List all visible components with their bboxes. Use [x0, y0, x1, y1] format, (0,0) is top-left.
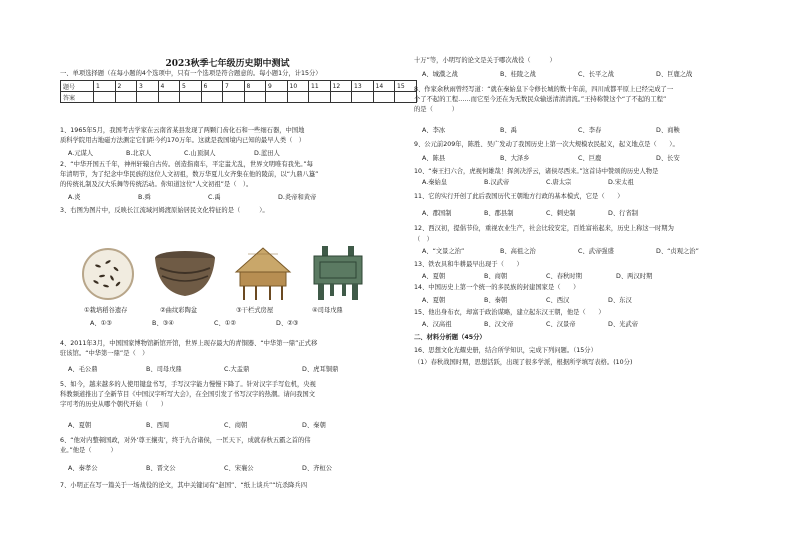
answer-cell[interactable] [395, 92, 417, 103]
page-title: 2023秋季七年级历史期中测试 [165, 59, 290, 69]
question-text: 14、中国历史上第一个统一的多民族的封建国家是（ ） [414, 284, 580, 291]
question-text: 16、思想文化光耀史册，结合所学知识，完成下列问题。（15分） [414, 347, 597, 354]
image-caption: ④司母戊鼎 [312, 307, 343, 314]
answer-number: 3 [137, 81, 159, 92]
answer-number: 11 [309, 81, 331, 92]
option[interactable]: A.炎 [68, 194, 81, 201]
option[interactable]: D、“贞观之治” [656, 248, 699, 255]
question-text: 10、“秦王扫六合，虎视何雄哉！挥剑决浮云，诸侯尽西来。”这首诗中赞颂的历史人物是 [414, 168, 659, 175]
answer-number: 2 [115, 81, 137, 92]
option[interactable]: C.唐太宗 [546, 179, 572, 186]
question-text: 13、铁农具和牛耕最早出现于（ ） [414, 261, 523, 268]
question-text: 年清明节，为了纪念中华民族的这位人文初祖，数万华夏儿女齐集在他的陵前，以“九鼎八簋” [60, 171, 319, 178]
option[interactable]: D、长安 [656, 155, 680, 162]
question-text: 的传统礼制及汉大乐舞等传统活动。你知道这位“人文初祖”是（ ）。 [60, 181, 253, 188]
option[interactable]: A、毛公鼎 [68, 366, 98, 373]
question-text: 2、“中华开国五千年，神州轩辕自古传。创造指南车，平定蚩尤乱，世界文明唯有我先。”每 [60, 161, 313, 168]
option[interactable]: C.禹 [208, 194, 221, 201]
option[interactable]: B、高祖之治 [500, 248, 536, 255]
option[interactable]: A、郡国制 [422, 210, 452, 217]
answer-number: 14 [373, 81, 395, 92]
bronze-ding-image [306, 244, 370, 302]
question-options [422, 155, 680, 163]
option[interactable]: D、光武帝 [608, 321, 639, 328]
question-text: 的是（ ） [414, 106, 459, 113]
option[interactable]: A、夏朝 [422, 297, 446, 304]
question-text: 3、右图为图片中，反映长江流域河姆渡原始居民文化特征的是（ ）。 [60, 207, 269, 214]
answer-table [60, 80, 417, 103]
answer-cell[interactable] [352, 92, 374, 103]
option[interactable]: B.北京人 [126, 150, 152, 157]
answer-cell[interactable] [115, 92, 137, 103]
option[interactable]: D.蓝田人 [254, 150, 280, 157]
question-text: 科教频道推出了全新节目《中国汉字听写大会》，在全国引发了书写汉字的热潮。请问我国文 [60, 391, 316, 398]
answer-table-header: 题号 [61, 81, 94, 92]
image-caption: ③干栏式房屋 [236, 307, 274, 314]
question-text: 12、西汉初，提倡节俭，重视农业生产，社会比较安定，百姓富裕起来，历史上称这一时期为 [414, 225, 674, 232]
answer-cell[interactable] [201, 92, 223, 103]
answer-cell[interactable] [223, 92, 245, 103]
option[interactable]: B、郡县制 [484, 210, 514, 217]
question-text: 业。”他是（ ） [60, 447, 117, 454]
option[interactable]: D、巨鹿之战 [656, 71, 693, 78]
option[interactable]: D.炎帝和黄帝 [278, 194, 317, 201]
option[interactable]: B、西周 [146, 422, 170, 429]
answer-number: 5 [180, 81, 202, 92]
answer-cell[interactable] [309, 92, 331, 103]
option[interactable]: C、李春 [578, 127, 602, 134]
option[interactable]: B、禹 [500, 127, 517, 134]
option[interactable]: A、①③ [90, 320, 112, 327]
question-options [422, 179, 634, 187]
question-options [68, 465, 332, 473]
option[interactable]: B、晋文公 [146, 465, 176, 472]
answer-cell[interactable] [287, 92, 309, 103]
option[interactable]: C.大盂鼎 [224, 366, 250, 373]
option[interactable]: C、宋襄公 [224, 465, 254, 472]
answer-number: 8 [244, 81, 266, 92]
question-options [422, 127, 680, 135]
answer-number: 9 [266, 81, 288, 92]
answer-cell[interactable] [137, 92, 159, 103]
question-options [68, 422, 326, 430]
option[interactable]: A.元谋人 [68, 150, 94, 157]
question-options [68, 150, 280, 158]
question-text: （1）春秋战国时期，思想活跃，出现了很多学派，根据所学填写表格。(10分) [414, 359, 633, 366]
option[interactable]: D、齐桓公 [302, 465, 333, 472]
answer-cell[interactable] [373, 92, 395, 103]
answer-table-number-row [61, 81, 417, 92]
answer-number: 4 [158, 81, 180, 92]
option[interactable]: A、李冰 [422, 127, 446, 134]
question-text: （ ） [414, 236, 433, 243]
answer-number: 10 [287, 81, 309, 92]
answer-number: 1 [94, 81, 116, 92]
option[interactable]: D、②③ [276, 320, 299, 327]
stilt-house-image [228, 244, 298, 302]
question-options [422, 210, 638, 218]
option[interactable]: C、刺史制 [546, 210, 576, 217]
question-text: 8、作家余秋雨曾经写道：“就在秦始皇下令修长城的数十年前，四川成都平原上已经完成了一 [414, 86, 674, 93]
option[interactable]: C、武帝强盛 [578, 248, 614, 255]
question-text: 7、小明正在写一篇关于一场战役的论文，其中关键词有“赵国”、“纸上谈兵”“坑杀降兵四 [60, 482, 308, 489]
option[interactable]: B、③④ [152, 320, 174, 327]
artifact-images [78, 244, 378, 304]
option[interactable]: D、行省制 [608, 210, 639, 217]
option[interactable]: D、商鞅 [656, 127, 680, 134]
option[interactable]: B、大泽乡 [500, 155, 530, 162]
answer-number: 13 [352, 81, 374, 92]
question-text: 字可考的历史从哪个朝代开始（ ） [60, 401, 168, 408]
image-caption: ①栽培稻谷遗存 [84, 307, 128, 314]
question-text: 11、它的实行开创了此后我国历代王朝地方行政的基本模式，它是（ ） [414, 193, 624, 200]
question-options [422, 71, 692, 79]
question-text: 6、“他对内整顿国政，对外‘尊王攘夷’，终于九合诸侯，一匡天下，成就春秋五霸之首的伟 [60, 437, 311, 444]
section-heading: 一、单项选择题（在每小题的4个选项中，只有一个选项是符合题意的。每小题1分，计15分） [60, 70, 322, 77]
option[interactable]: A、城濮之战 [422, 71, 458, 78]
question-options [68, 366, 338, 374]
question-text: 5、如今，越来越多的人使用键盘书写，手写汉字能力慢慢下降了。针对汉字手写危机，央视 [60, 381, 316, 388]
question-text: 十万”等，小明写的论文是关于哪次战役（ ） [414, 57, 556, 64]
option[interactable]: A、夏朝 [422, 273, 446, 280]
option[interactable]: D、东汉 [608, 297, 632, 304]
image-captions [84, 305, 343, 314]
section-heading: 二、材料分析题（45分） [414, 334, 486, 341]
option[interactable]: A、陈县 [422, 155, 446, 162]
answer-cell[interactable] [94, 92, 116, 103]
rice-grains-image [78, 244, 138, 302]
option[interactable]: A、夏朝 [68, 422, 92, 429]
answer-cell[interactable] [158, 92, 180, 103]
question-text: 9、公元前209年，陈胜、吴广发动了我国历史上第一次大规模农民起义，起义地点是（ ）。 [414, 141, 679, 148]
question-text: 驻该馆。“中华第一鼎”是（ ） [60, 350, 149, 357]
answer-cell[interactable] [244, 92, 266, 103]
answer-cell[interactable] [180, 92, 202, 103]
option[interactable]: A.秦始皇 [422, 179, 448, 186]
option[interactable]: A、“文景之治” [422, 248, 465, 255]
question-text: 质科学院用古地磁方法测定它们距今约170万年。这就是我国境内已知的最早人类（ ） [60, 137, 306, 144]
question-options [68, 194, 316, 202]
option[interactable]: C、春秋时期 [546, 273, 582, 280]
option[interactable]: C、巨鹿 [578, 155, 602, 162]
answer-number: 15 [395, 81, 417, 92]
option[interactable]: C、西汉 [546, 297, 570, 304]
question-options [422, 273, 652, 281]
option[interactable]: B、司母戊鼎 [146, 366, 182, 373]
question-options [422, 321, 638, 329]
option[interactable]: C、商朝 [224, 422, 248, 429]
option[interactable]: B.汉武帝 [484, 179, 510, 186]
option[interactable]: B、汉文帝 [484, 321, 514, 328]
option[interactable]: A、秦孝公 [68, 465, 98, 472]
option[interactable]: D.宋太祖 [608, 179, 634, 186]
question-text: 个了不起的工程……而它至今还在为无数民众输送清清清流。”王持称赞这个“了不起的工程” [414, 96, 667, 103]
option[interactable]: B.舜 [138, 194, 151, 201]
question-options [422, 248, 699, 256]
option[interactable]: B、商朝 [484, 273, 508, 280]
answer-number: 12 [330, 81, 352, 92]
answer-cell[interactable] [330, 92, 352, 103]
question-text: 15、他出身布衣，却富于政治谋略，建立起东汉王朝，他是（ ） [414, 309, 605, 316]
answer-table-answer-row [61, 92, 417, 103]
answer-number: 6 [201, 81, 223, 92]
question-options [422, 297, 632, 305]
question-text: 1、1965年5月，我国考古学家在云南省某县发现了两颗门齿化石和一些细石器，中国地 [60, 127, 305, 134]
question-text: 4、2011年3月，中国国家博物馆新馆开馆，世界上现存最大的青铜器、“中华第一鼎”正式移 [60, 340, 318, 347]
option[interactable]: A、汉高祖 [422, 321, 452, 328]
option[interactable]: D、秦朝 [302, 422, 326, 429]
option[interactable]: C、①② [214, 320, 236, 327]
image-caption: ②曲纹彩陶盆 [160, 307, 198, 314]
answer-number: 7 [223, 81, 245, 92]
option[interactable]: C、长平之战 [578, 71, 614, 78]
option[interactable]: B、桂陵之战 [500, 71, 536, 78]
question-options [90, 320, 298, 328]
answer-table-header: 答案 [61, 92, 94, 103]
option[interactable]: B、秦朝 [484, 297, 508, 304]
option[interactable]: C、汉景帝 [546, 321, 576, 328]
option[interactable]: D、两汉时期 [616, 273, 653, 280]
option[interactable]: D、虎耳铜鼎 [302, 366, 339, 373]
option[interactable]: C.山顶洞人 [184, 150, 216, 157]
painted-pottery-image [150, 244, 220, 302]
answer-cell[interactable] [266, 92, 288, 103]
